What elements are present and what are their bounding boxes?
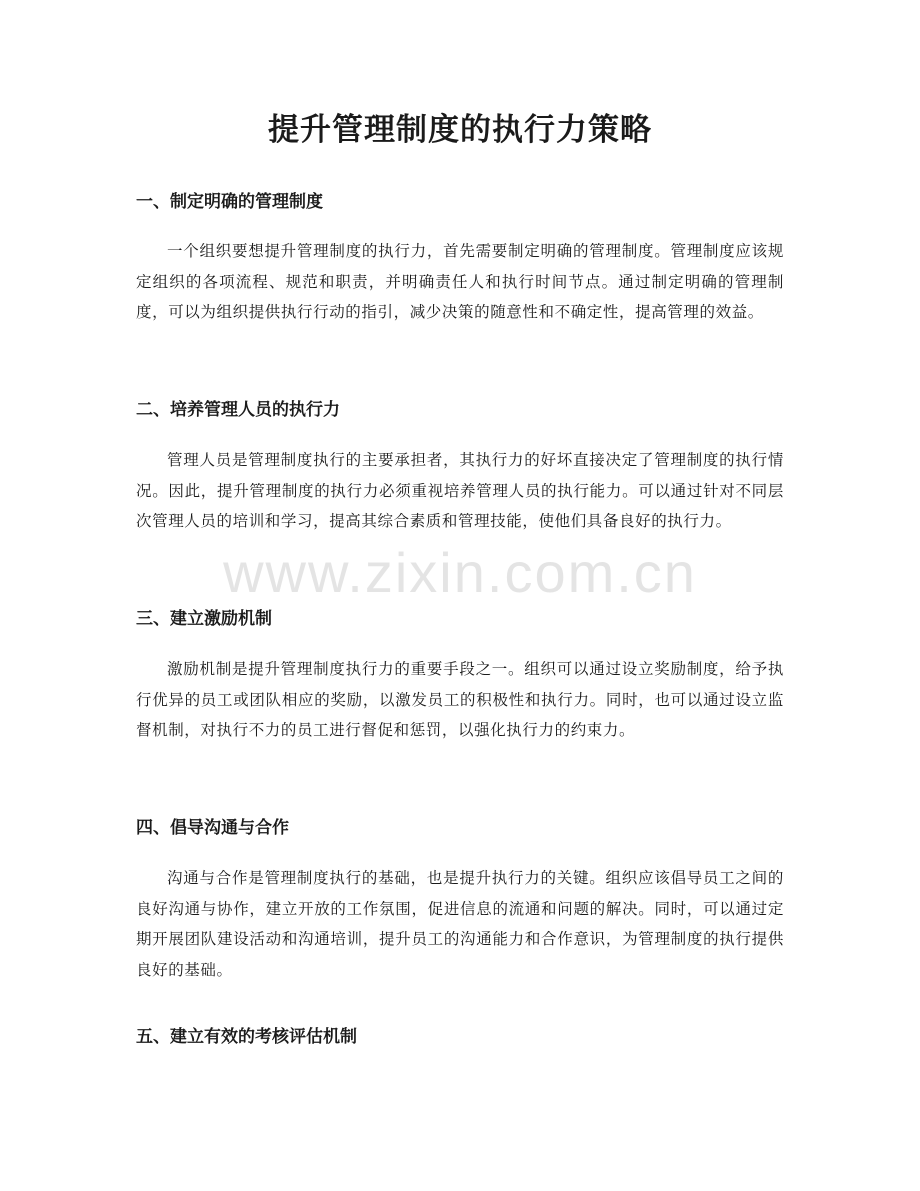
section-heading-4: 四、倡导沟通与合作 xyxy=(136,818,289,838)
section-heading-3: 三、建立激励机制 xyxy=(136,609,272,629)
document-title: 提升管理制度的执行力策略 xyxy=(268,112,652,148)
section-body-1: 一个组织要想提升管理制度的执行力，首先需要制定明确的管理制度。管理制度应该规定组织的各项流程、规范和职责，并明确责任人和执行时间节点。通过制定明确的管理制度，可以为组织提供执行行动的指引，减少决策的随意性和不确定性，提高管理的效益。 xyxy=(136,242,784,321)
section-heading-5: 五、建立有效的考核评估机制 xyxy=(136,1027,357,1047)
section-body-4: 沟通与合作是管理制度执行的基础，也是提升执行力的关键。组织应该倡导员工之间的良好沟通与协作，建立开放的工作氛围，促进信息的流通和问题的解决。同时，可以通过定期开展团队建设活动和沟通培训，提升员工的沟通能力和合作意识，为管理制度的执行提供良好的基础。 xyxy=(136,869,784,979)
watermark: www.zixin.com.cn xyxy=(223,541,697,604)
section-heading-1: 一、制定明确的管理制度 xyxy=(136,192,323,212)
section-body-2: 管理人员是管理制度执行的主要承担者，其执行力的好坏直接决定了管理制度的执行情况。因此，提升管理制度的执行力必须重视培养管理人员的执行能力。可以通过针对不同层次管理人员的培训和学习，提高其综合素质和管理技能，使他们具备良好的执行力。 xyxy=(136,451,784,530)
section-heading-2: 二、培养管理人员的执行力 xyxy=(136,400,340,420)
section-body-3: 激励机制是提升管理制度执行力的重要手段之一。组织可以通过设立奖励制度，给予执行优异的员工或团队相应的奖励，以激发员工的积极性和执行力。同时，也可以通过设立监督机制，对执行不力的员工进行督促和惩罚，以强化执行力的约束力。 xyxy=(136,660,784,739)
